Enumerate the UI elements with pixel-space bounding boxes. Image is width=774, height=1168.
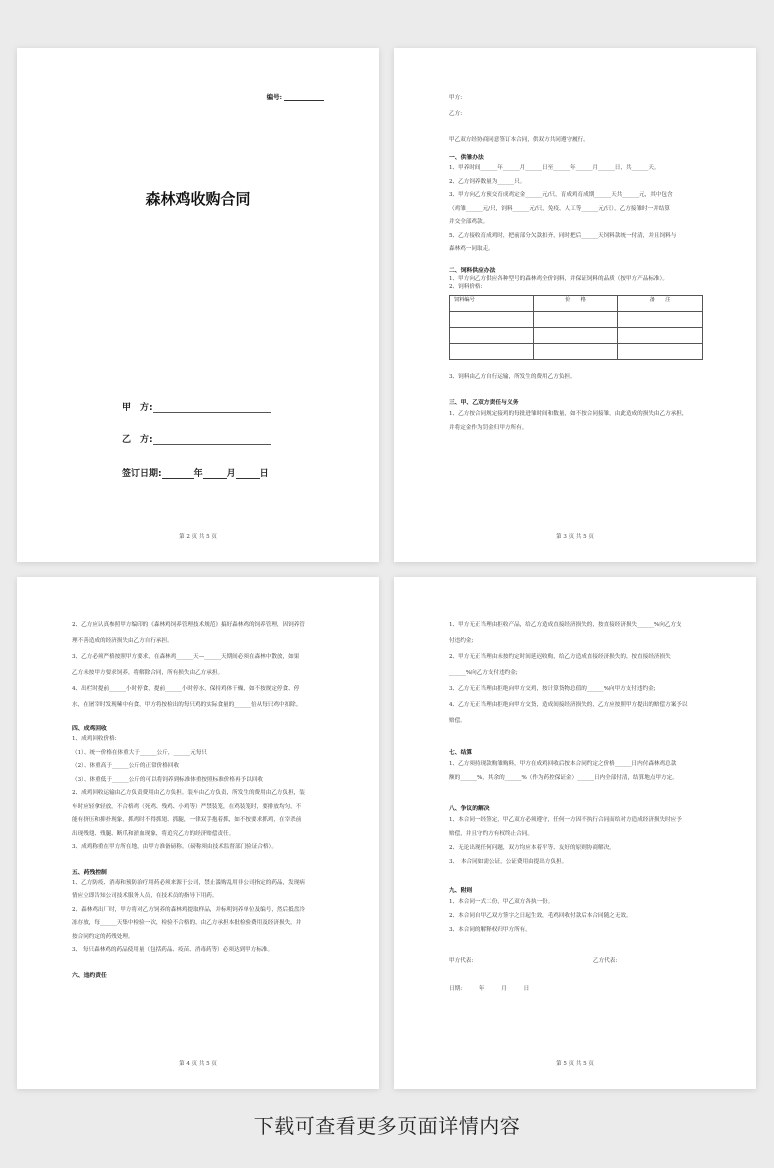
party-b-blank bbox=[153, 435, 271, 445]
body-line: 水，在屠宰时发现嗉中有食，甲方将按检出的每只鸡的实际食量的______倍从每只鸡中扣除。 bbox=[72, 702, 302, 708]
body-line: 5、乙方接收育成鸡时，把前部分欠款扣齐，同时把后______天饲料款统一付清，并且饲料与 bbox=[449, 232, 677, 239]
body-line bbox=[449, 122, 726, 132]
body-line: 2、乙方应认真参照甲方编印的《森林鸡饲养管理技术规范》搞好森林鸡的饲养管理，因饲养管 bbox=[72, 622, 305, 628]
page-3-header-lines bbox=[449, 90, 726, 148]
body-line: 2、成鸡回收运输由乙方负责费用由乙方负担。装车由乙方负责，所发生的费用由乙方负担，装 bbox=[72, 790, 305, 796]
feed-price-table bbox=[449, 295, 703, 360]
table-cell bbox=[534, 311, 618, 327]
body-line: 2、乙方饲养数量为______只。 bbox=[449, 178, 526, 185]
section-heading: 四、成鸡回收 bbox=[72, 726, 107, 732]
body-line: 甲乙双方经协商同意签订本合同，供双方共同遵守履行。 bbox=[449, 137, 589, 143]
section-heading: 五、药残控制 bbox=[72, 869, 107, 876]
body-line: 并将定金作为罚金归甲方所有。 bbox=[449, 424, 528, 431]
body-line: 乙方未按甲方要求饲养，将解除合同，所有损失由乙方承担。 bbox=[72, 670, 224, 676]
contract-title: 森林鸡收购合同 bbox=[145, 190, 251, 208]
party-b-field bbox=[122, 432, 271, 445]
body-line: 3、饲料由乙方自行运输，所发生的费用乙方负担。 bbox=[449, 373, 576, 380]
party-a-blank bbox=[153, 403, 271, 413]
body-line: 1、本合同一经签定，甲乙双方必须遵守，任何一方因不执行合同而给对方造成经济损失时应予 bbox=[449, 817, 682, 823]
section-4-lines bbox=[72, 733, 349, 855]
contract-page-4 bbox=[17, 577, 379, 1089]
document-number-label: 编号: bbox=[266, 93, 282, 101]
section-heading: 八、争议的解决 bbox=[449, 806, 490, 812]
body-line: 3、乙方无正当理由拒绝向甲方交鸡，按计算货物总值的______%向甲方支付违约金; bbox=[449, 686, 656, 692]
section-1-lines bbox=[449, 162, 726, 257]
page-footer: 第 2 页 共 5 页 bbox=[179, 534, 217, 540]
section-heading: 二、饲料供应办法 bbox=[449, 267, 496, 274]
section-5-lines bbox=[72, 877, 349, 958]
document-number-blank bbox=[284, 94, 324, 101]
contract-page-5 bbox=[394, 577, 756, 1089]
document-number bbox=[267, 92, 324, 101]
body-line: 付违约金; bbox=[449, 638, 474, 644]
body-line: 冻存放，每______天集中检验一次，检验不合格的，由乙方承担本批检验费用及经济损失，并 bbox=[72, 920, 302, 926]
body-line: 2、饲料价格: bbox=[449, 283, 483, 290]
section-heading: 六、违约责任 bbox=[72, 972, 107, 979]
day-blank bbox=[236, 469, 260, 479]
table-row bbox=[450, 311, 703, 327]
body-line: 能有挤压和抑扑现象，抓鸡时不得抓翅、抓腿，一律双手抱着抓，如不按要求抓鸡，在宰杀前 bbox=[72, 817, 302, 823]
day-label: 日 bbox=[259, 469, 269, 479]
section-8-lines bbox=[449, 813, 726, 869]
body-line: ______%向乙方支付违约金; bbox=[449, 670, 518, 676]
body-line: 3、 每只森林鸡的药品使用量（包括药品、疫苗、消毒药等）必须达到甲方标准。 bbox=[72, 947, 274, 953]
representatives-line bbox=[449, 957, 726, 965]
page-footer: 第 5 页 共 5 页 bbox=[556, 1061, 594, 1067]
body-line: 2、甲方无正当理由未按约定时间延迟收购，给乙方造成直接经济损失的，按直接经济损失 bbox=[449, 654, 671, 660]
body-line: 3、成鸡称重在甲方所在地，由甲方准备磅称。（磅称须由技术监督部门验证合格）。 bbox=[72, 844, 277, 850]
year-blank bbox=[162, 469, 194, 479]
body-line: 2、本合同自甲乙双方签字之日起生效，毛鸡回收付款后本合同随之无效。 bbox=[449, 913, 632, 919]
body-line: 1、甲方向乙方供应各种型号的森林鸡全价饲料，并保证饲料的品质（按甲方产品标准）。 bbox=[449, 275, 668, 282]
body-line: 按合同约定的药残处理。 bbox=[72, 933, 134, 940]
page-5-body bbox=[449, 617, 726, 1089]
body-line: 3、 本合同如需公证，公证费用由提出方负担。 bbox=[449, 859, 568, 865]
body-line: 4、乙方无正当理由拒绝向甲方交货，造成间接经济损失的，乙方应按照甲方提出的赔偿方案予以 bbox=[449, 702, 688, 708]
body-line: 甲方: bbox=[449, 95, 463, 101]
month-blank bbox=[203, 469, 227, 479]
body-line: （鸡雏______元/只，饲料______元/只，免疫、人工等______元/只），乙方接雏时一并结算 bbox=[449, 205, 671, 212]
body-line: 1、乙方须持现款购雏购料，甲方在成鸡回收后按本合同约定之价格______日内付森林鸡总款 bbox=[449, 761, 677, 767]
table-header-cell: 备 注 bbox=[618, 295, 703, 311]
table-row bbox=[450, 327, 703, 343]
section-2-lines bbox=[449, 275, 726, 291]
table-header-cell: 饲料编号 bbox=[450, 295, 534, 311]
page-footer: 第 3 页 共 5 页 bbox=[556, 534, 594, 540]
year-label: 年 bbox=[193, 469, 203, 479]
page-4-body bbox=[72, 617, 349, 1089]
table-cell bbox=[450, 327, 534, 343]
feed-table-wrap bbox=[449, 291, 726, 363]
body-line: （3）、体重低于______公斤的可以将饲养到标准体重按照标准价格再予以回收 bbox=[72, 776, 263, 783]
section-heading: 一、供雏办法 bbox=[449, 155, 484, 161]
section-heading: 三、甲、乙双方责任与义务 bbox=[449, 399, 519, 406]
body-line: （1）、统一价格在体重大于______公斤，______元每只 bbox=[72, 749, 208, 756]
table-row bbox=[450, 343, 703, 359]
body-line: 1、成鸡回收价格: bbox=[72, 736, 117, 742]
body-line: 理不善造成的经济损失由乙方自行承担。 bbox=[72, 638, 173, 644]
body-line: 4、出栏时提前______小时停食，提前______小时停水，保持鸡体干燥，如不按规定停食、停 bbox=[72, 686, 300, 692]
body-line: 2、森林鸡出厂时，甲方将对乙方饲养的森林鸡提取样品，并标明饲养单位及编号，然后抵盘冷 bbox=[72, 906, 305, 913]
body-line: 出现残翅、残腿、断爪和淤血现象，将追究乙方的经济赔偿责任。 bbox=[72, 830, 235, 837]
table-header-cell: 价 格 bbox=[534, 295, 618, 311]
body-line: 赔偿。 bbox=[449, 718, 466, 724]
section-heading: 七、结算 bbox=[449, 750, 473, 756]
table-cell bbox=[534, 343, 618, 359]
party-a-field bbox=[122, 400, 271, 413]
party-b-representative-label: 乙方代表: bbox=[593, 958, 618, 964]
month-label: 月 bbox=[226, 469, 236, 479]
body-line: 3、本合同的解释权归甲方所有。 bbox=[449, 927, 531, 933]
table-cell bbox=[450, 343, 534, 359]
section-6-continued-lines bbox=[449, 617, 726, 729]
body-line: 情应立即告知公司技术服务人员，在技术员的指导下用药。 bbox=[72, 893, 218, 899]
body-line: 额的______%，其余的______%（作为药控保证金）______日内全部付清，结算地点甲方定。 bbox=[449, 775, 678, 781]
body-line: 1、乙方按合同规定接鸡的每批进雏时间和数量，如不按合同接雏，由此造成的损失由乙方承担， bbox=[449, 410, 688, 417]
table-cell bbox=[618, 343, 703, 359]
body-line: （2）、体重高于______公斤的正常价格回收 bbox=[72, 763, 180, 769]
section-heading: 九、附则 bbox=[449, 888, 473, 894]
contract-page-3 bbox=[394, 48, 756, 562]
party-b-label: 乙 方: bbox=[122, 435, 153, 445]
table-cell bbox=[618, 311, 703, 327]
body-line: 3、乙方必须严格按照甲方要求，在森林鸡______天—______天期间必须在森林中散放，如果 bbox=[72, 654, 300, 660]
party-a-label: 甲 方: bbox=[122, 403, 153, 413]
sign-date-label: 签订日期: bbox=[122, 469, 162, 479]
page-3-body bbox=[449, 90, 726, 562]
body-line: 乙方: bbox=[449, 111, 463, 117]
section-9-lines bbox=[449, 895, 726, 937]
sign-date-field bbox=[122, 466, 269, 479]
party-a-representative-label: 甲方代表: bbox=[449, 958, 474, 964]
table-cell bbox=[450, 311, 534, 327]
body-line: 并交全部鸡款。 bbox=[449, 219, 489, 225]
body-line: 1、甲方无正当理由拒收产品，给乙方造成直接经济损失的，按直接经济损失______%向乙方支 bbox=[449, 622, 682, 628]
table-cell bbox=[534, 327, 618, 343]
table-header-row bbox=[450, 295, 703, 311]
contract-cover-page bbox=[17, 48, 379, 562]
body-line: 1、本合同一式二份，甲乙双方各执一份。 bbox=[449, 899, 554, 905]
page-footer: 第 4 页 共 5 页 bbox=[179, 1061, 217, 1067]
body-line: 赔偿，并且守约方有权终止合同。 bbox=[449, 831, 533, 837]
table-cell bbox=[618, 327, 703, 343]
body-line: 1、甲养时间______年______月______日至______年______月______日，共______天。 bbox=[449, 165, 660, 171]
body-line: 车时应轻拿轻放，不合格鸡（死鸡、残鸡、小鸡等）严禁装笼，在鸡装笼时，要排放均匀，不 bbox=[72, 803, 302, 810]
body-line: 森林鸡一同取走。 bbox=[449, 246, 494, 252]
section-3-continued-lines bbox=[72, 617, 349, 713]
section-3-lines bbox=[449, 407, 726, 435]
body-line: 1、乙方防疫、消毒和预防治疗用药必须来源于公司，禁止滥购乱用非公司指定的药品，发现病 bbox=[72, 879, 305, 886]
download-caption: 下载可查看更多页面详情内容 bbox=[253, 1114, 521, 1138]
body-line: 3、甲方向乙方预交育成鸡定金______元/只，育成鸡育成期______天共______元，其中包含 bbox=[449, 192, 673, 198]
section-7-lines bbox=[449, 757, 726, 785]
sign-date-line: 日期: 年 月 日 bbox=[449, 986, 530, 992]
body-line: 2、无论出现任何问题，双方均应本着平等、友好的原则协商解决。 bbox=[449, 845, 615, 851]
